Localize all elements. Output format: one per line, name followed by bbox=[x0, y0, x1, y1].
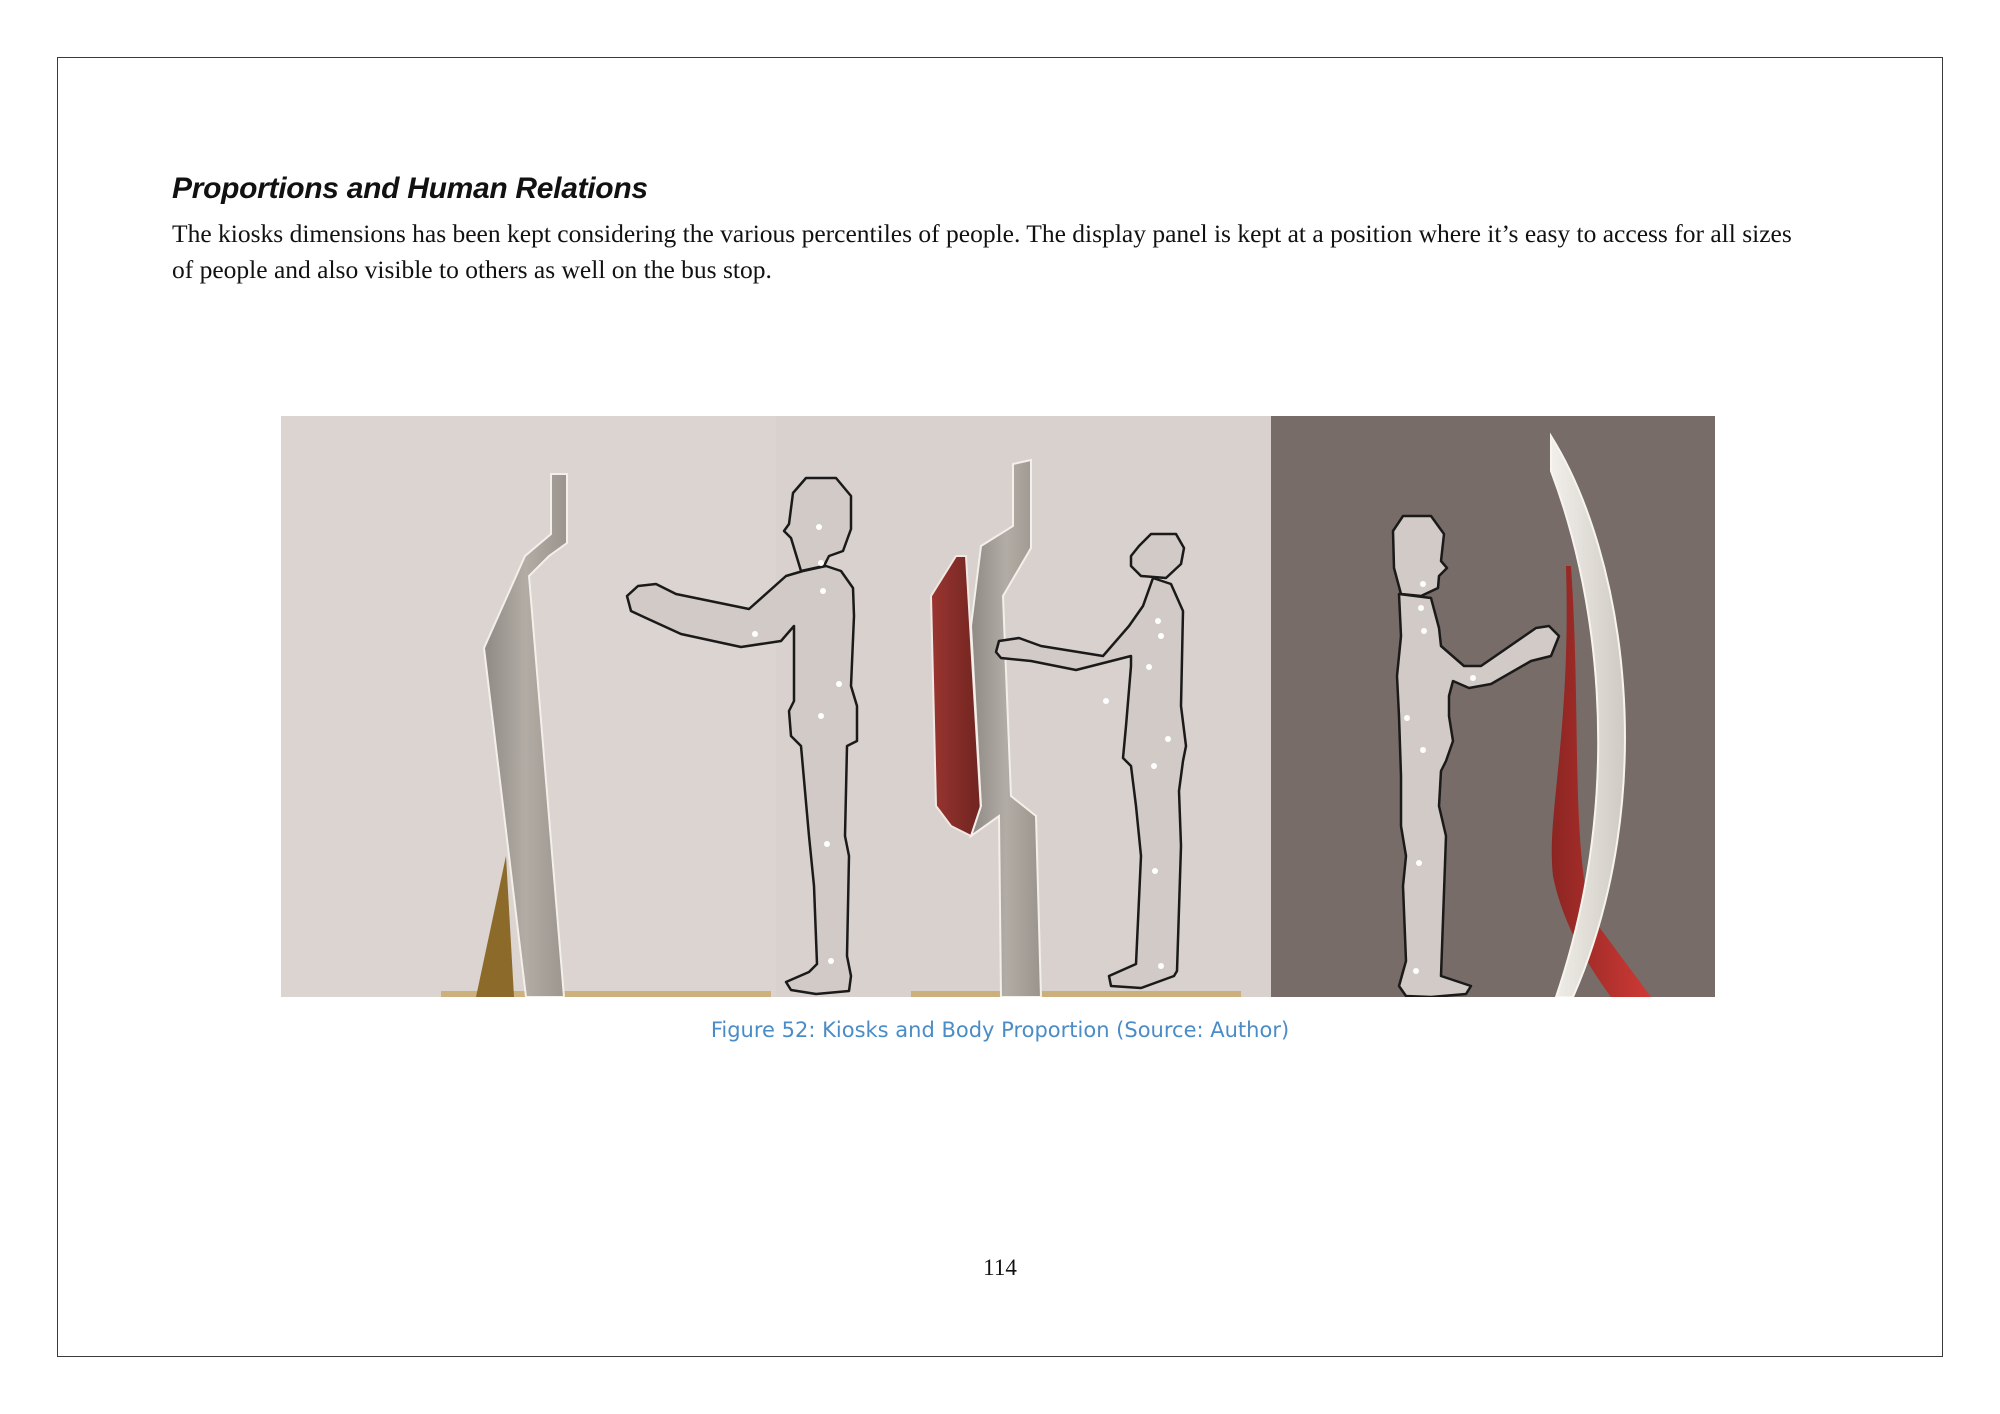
floor-strip bbox=[911, 991, 1241, 997]
page-number: 114 bbox=[983, 1255, 1017, 1280]
figure-caption: Figure 52: Kiosks and Body Proportion (Source: Author) bbox=[710, 1018, 1290, 1042]
section-body-text: The kiosks dimensions has been kept considering the various percentiles of people. The display panel is kept at a position where it’s easy to access for all sizes of people and also visible to others as well on the bus stop. bbox=[172, 219, 1792, 284]
section-heading: Proportions and Human Relations bbox=[172, 172, 648, 205]
panel-3-background bbox=[1271, 416, 1715, 997]
kiosk-illustration bbox=[281, 416, 1715, 997]
kiosk-figure bbox=[281, 416, 1715, 997]
